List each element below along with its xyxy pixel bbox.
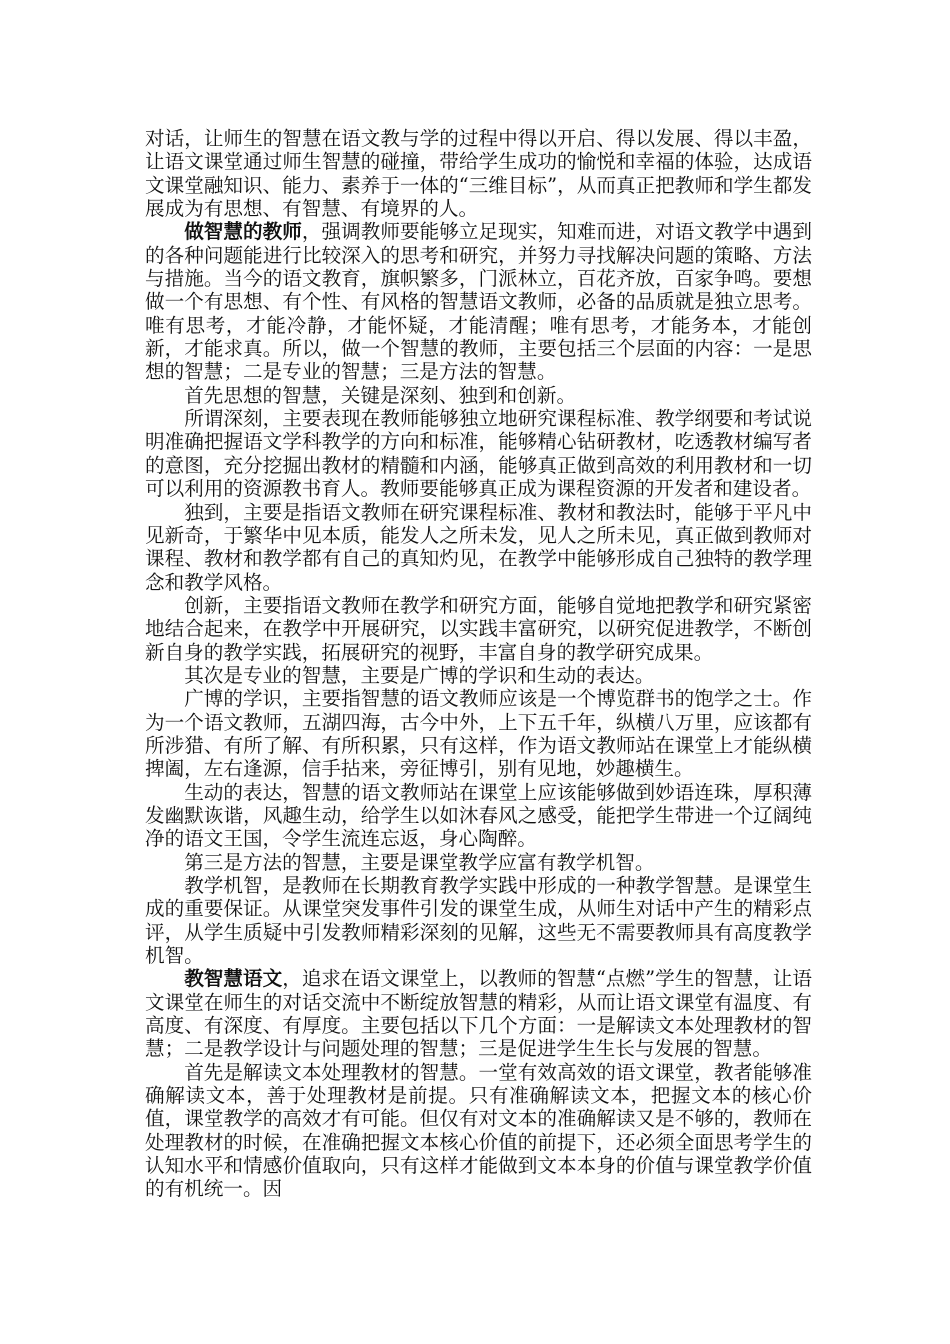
paragraph-10 [145, 851, 812, 874]
paragraph-9 [145, 781, 812, 851]
heading-wise-chinese: 教智慧语文 [184, 967, 283, 991]
paragraph-3-text: 首先思想的智慧，关键是深刻、独到和创新。 [184, 383, 577, 407]
paragraph-2 [145, 220, 812, 383]
heading-wise-teacher: 做智慧的教师 [184, 220, 302, 244]
paragraph-1 [145, 127, 812, 220]
paragraph-6-text: 创新，主要指语文教师在教学和研究方面，能够自觉地把教学和研究紧密地结合起来，在教学中开展研究，以实践丰富研究，以研究促进教学，不断创新自身的教学实践，拓展研究的视野，丰富自身的教学研究成果。 [145, 593, 812, 664]
paragraph-5-text: 独到，主要是指语文教师在研究课程标准、教材和教法时，能够于平凡中见新奇，于繁华中见本质，能发人之所未发，见人之所未见，真正做到教师对课程、教材和教学都有自己的真知灼见，在教学中能够形成自己独特的教学理念和教学风格。 [145, 500, 812, 594]
paragraph-12 [145, 967, 812, 1060]
paragraph-4 [145, 407, 812, 500]
paragraph-2-text: ，强调教师要能够立足现实，知难而进，对语文教学中遇到的各种问题能进行比较深入的思考和研究，并努力寻找解决问题的策略、方法与措施。当今的语文教育，旗帜繁多，门派林立，百花齐放，百家争鸣。要想做一个有思想、有个性、有风格的智慧语文教师，必备的品质就是独立思考。唯有思考，才能冷静，才能怀疑，才能清醒；唯有思考，才能务本，才能创新，才能求真。所以，做一个智慧的教师，主要包括三个层面的内容：一是思想的智慧；二是专业的智慧；三是方法的智慧。 [145, 220, 813, 384]
paragraph-8-text: 广博的学识，主要指智慧的语文教师应该是一个博览群书的饱学之士。作为一个语文教师，五湖四海，古今中外，上下五千年，纵横八万里，应该都有所涉猎、有所了解、有所积累，只有这样，作为语文教师站在课堂上才能纵横捭阖，左右逢源，信手拈来，旁征博引，别有见地，妙趣横生。 [145, 687, 812, 781]
paragraph-9-text: 生动的表达，智慧的语文教师站在课堂上应该能够做到妙语连珠，厚积薄发幽默诙谐，风趣生动，给学生以如沐春风之感受，能把学生带进一个辽阔纯净的语文王国，令学生流连忘返，身心陶醉。 [145, 780, 812, 851]
paragraph-13-text: 首先是解读文本处理教材的智慧。一堂有效高效的语文课堂，教者能够准确解读文本，善于处理教材是前提。只有准确解读文本，把握文本的核心价值，课堂教学的高效才有可能。但仅有对文本的准确解读又是不够的，教师在处理教材的时候，在准确把握文本核心价值的前提下，还必须全面思考学生的认知水平和情感价值取向，只有这样才能做到文本本身的价值与课堂教学价值的有机统一。因 [145, 1060, 812, 1201]
paragraph-7 [145, 664, 812, 687]
paragraph-8 [145, 687, 812, 780]
paragraph-1-text: 对话，让师生的智慧在语文教与学的过程中得以开启、得以发展、得以丰盈，让语文课堂通过师生智慧的碰撞，带给学生成功的愉悦和幸福的体验，达成语文课堂融知识、能力、素养于一体的“三维目标”，从而真正把教师和学生都发展成为有思想、有智慧、有境界的人。 [145, 127, 812, 221]
document-body [145, 127, 812, 1201]
paragraph-7-text: 其次是专业的智慧，主要是广博的学识和生动的表达。 [184, 663, 655, 687]
paragraph-6 [145, 594, 812, 664]
paragraph-3 [145, 384, 812, 407]
paragraph-11 [145, 874, 812, 967]
paragraph-12-text: ，追求在语文课堂上，以教师的智慧“点燃”学生的智慧，让语文课堂在师生的对话交流中不断绽放智慧的精彩，从而让语文课堂有温度、有高度、有深度、有厚度。主要包括以下几个方面：一是解读文本处理教材的智慧；二是教学设计与问题处理的智慧；三是促进学生生长与发展的智慧。 [145, 967, 812, 1061]
paragraph-4-text: 所谓深刻，主要表现在教师能够独立地研究课程标准、教学纲要和考试说明准确把握语文学科教学的方向和标准，能够精心钻研教材，吃透教材编写者的意图，充分挖掘出教材的精髓和内涵，能够真正做到高效的利用教材和一切可以利用的资源教书育人。教师要能够真正成为课程资源的开发者和建设者。 [145, 407, 812, 501]
paragraph-13 [145, 1061, 812, 1201]
paragraph-5 [145, 501, 812, 594]
paragraph-10-text: 第三是方法的智慧，主要是课堂教学应富有教学机智。 [184, 850, 655, 874]
paragraph-11-text: 教学机智，是教师在长期教育教学实践中形成的一种教学智慧。是课堂生成的重要保证。从课堂突发事件引发的课堂生成，从师生对话中产生的精彩点评，从学生质疑中引发教师精彩深刻的见解，这些无不需要教师具有高度教学机智。 [145, 874, 812, 968]
